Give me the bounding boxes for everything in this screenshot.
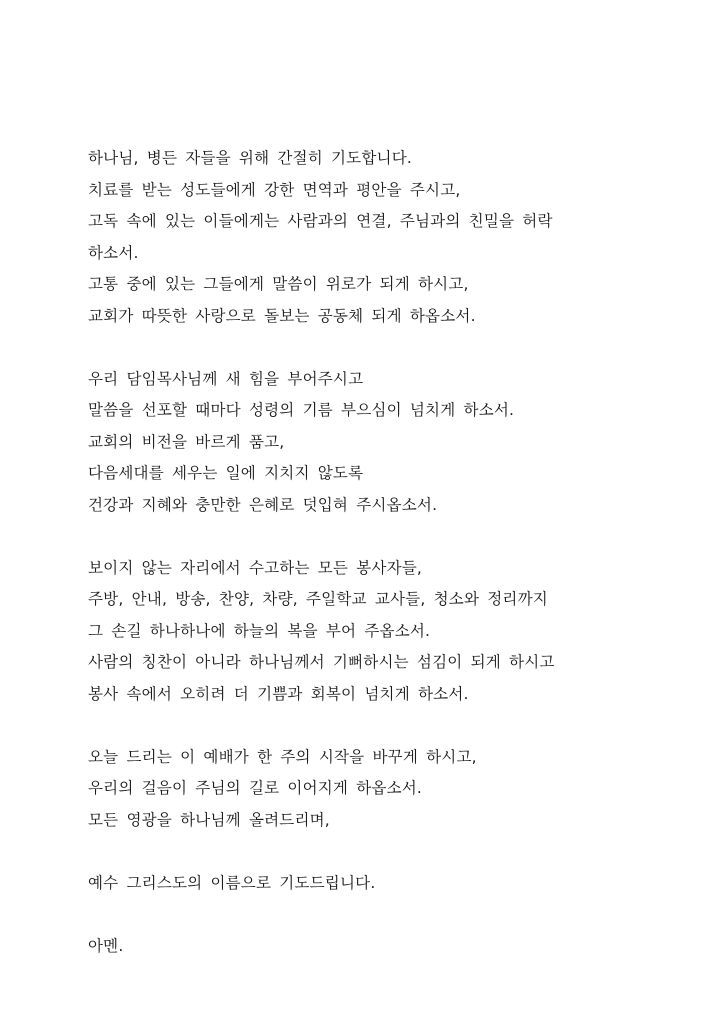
text-line: 아멘. bbox=[88, 936, 124, 955]
text-line: 모든 영광을 하나님께 올려드리며, bbox=[88, 810, 330, 829]
text-line: 고독 속에 있는 이들에게는 사람과의 연결, 주님과의 친밀을 허락 bbox=[88, 212, 553, 230]
text-line: 주방, 안내, 방송, 찬양, 차량, 주일학교 교사들, 청소와 정리까지 bbox=[88, 590, 548, 608]
paragraph-gap bbox=[88, 521, 648, 553]
paragraph-gap bbox=[88, 710, 648, 742]
paragraph-volunteers bbox=[88, 553, 648, 711]
paragraph-gap bbox=[88, 836, 648, 868]
text-line: 치료를 받는 성도들에게 강한 면역과 평안을 주시고, bbox=[88, 180, 461, 199]
text-line: 건강과 지혜와 충만한 은혜로 덧입혀 주시옵소서. bbox=[88, 495, 438, 514]
text-line: 교회가 따뜻한 사랑으로 돌보는 공동체 되게 하옵소서. bbox=[88, 306, 476, 325]
text-line: 교회의 비전을 바르게 품고, bbox=[88, 432, 285, 451]
text-line: 예수 그리스도의 이름으로 기도드립니다. bbox=[88, 873, 376, 892]
text-line: 하나님, 병든 자들을 위해 간절히 기도합니다. bbox=[88, 149, 413, 167]
paragraph-closing bbox=[88, 868, 648, 900]
text-line: 사람의 칭찬이 아니라 하나님께서 기뻐하시는 섬김이 되게 하시고 bbox=[88, 653, 555, 671]
paragraph-pastor bbox=[88, 364, 648, 522]
paragraph-worship bbox=[88, 742, 648, 837]
text-line: 말씀을 선포할 때마다 성령의 기름 부으심이 넘치게 하소서. bbox=[88, 401, 515, 419]
text-line: 보이지 않는 자리에서 수고하는 모든 봉사자들, bbox=[88, 558, 423, 577]
text-line: 하소서. bbox=[88, 243, 139, 262]
text-line: 그 손길 하나하나에 하늘의 복을 부어 주옵소서. bbox=[88, 621, 431, 640]
text-line: 우리 담임목사님께 새 힘을 부어주시고 bbox=[88, 369, 364, 388]
paragraph-amen bbox=[88, 931, 648, 963]
text-line: 다음세대를 세우는 일에 지치지 않도록 bbox=[88, 464, 364, 482]
paragraph-gap bbox=[88, 332, 648, 364]
paragraph-gap bbox=[88, 899, 648, 931]
text-line: 우리의 걸음이 주님의 길로 이어지게 하옵소서. bbox=[88, 779, 423, 797]
text-line: 고통 중에 있는 그들에게 말씀이 위로가 되게 하시고, bbox=[88, 275, 469, 293]
text-line: 봉사 속에서 오히려 더 기쁨과 회복이 넘치게 하소서. bbox=[88, 684, 469, 703]
prayer-text bbox=[88, 143, 648, 962]
paragraph-sick-members bbox=[88, 143, 648, 332]
text-line: 오늘 드리는 이 예배가 한 주의 시작을 바꾸게 하시고, bbox=[88, 747, 477, 766]
